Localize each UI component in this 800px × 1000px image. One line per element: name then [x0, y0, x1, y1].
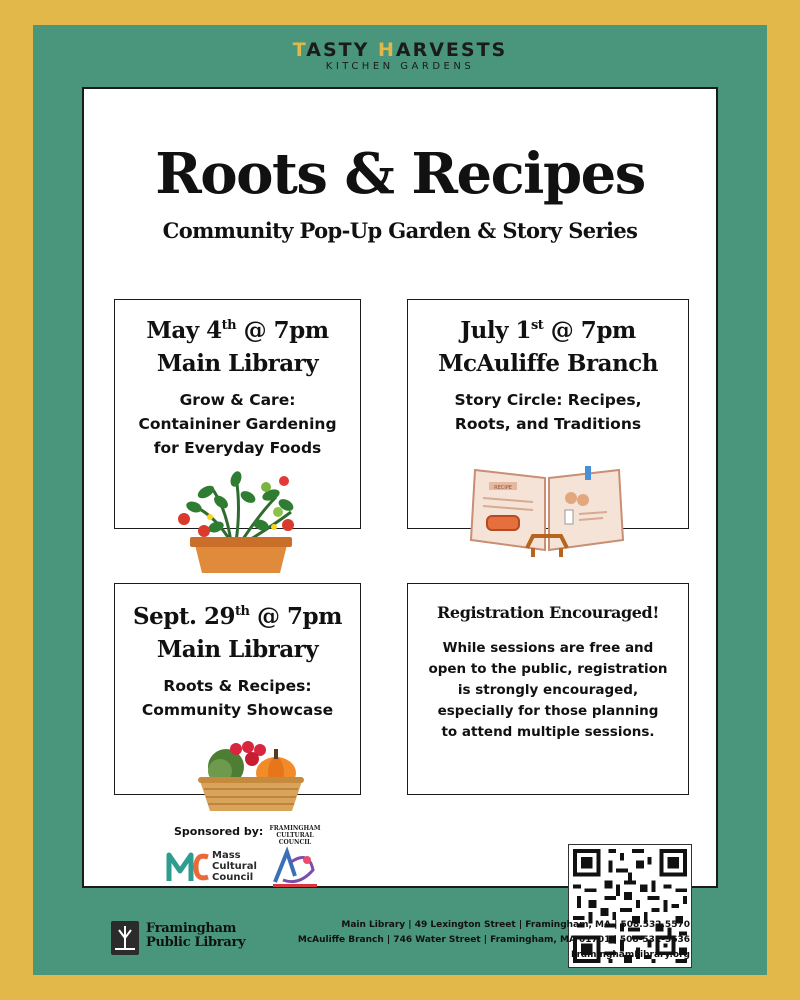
- framingham-cultural-council-logo: [269, 825, 321, 889]
- flyer-panel: [82, 87, 718, 888]
- library-name: Framingham Public Library: [146, 921, 246, 950]
- session-location: McAuliffe Branch: [438, 350, 658, 377]
- brand-name: TASTY HARVESTS: [292, 39, 508, 61]
- library-website-link[interactable]: FraminghamLibrary.org: [571, 950, 690, 960]
- session-location: Main Library: [156, 350, 319, 377]
- session-date: July 1st @ 7pm: [460, 317, 636, 344]
- sponsored-by-label: Sponsored by:: [174, 825, 264, 838]
- fcc-logo-icon: [269, 846, 321, 888]
- main-library-address: Main Library | 49 Lexington Street | Framingham, MA | 508.532.5570: [341, 920, 690, 930]
- flyer-title: Roots & Recipes: [155, 141, 645, 207]
- library-tree-icon: [110, 920, 140, 956]
- recipe-label: RECIPE: [494, 485, 512, 491]
- tomato-plant-icon: [176, 467, 306, 577]
- library-contact-info: [298, 918, 690, 963]
- brand-logo: [33, 39, 767, 73]
- registration-card: [407, 583, 689, 795]
- session-location: Main Library: [156, 636, 319, 663]
- mcc-text: Mass Cultural Council: [212, 850, 257, 883]
- session-date: Sept. 29th @ 7pm: [133, 603, 342, 630]
- session-description: Roots & Recipes: Community Showcase: [141, 677, 334, 719]
- fcc-text: FRAMINGHAM CULTURAL COUNCIL: [269, 825, 321, 846]
- mcc-logo-icon: [166, 849, 210, 885]
- session-description: Grow & Care: Containiner Gardening for Everyday Foods: [138, 391, 337, 457]
- vegetable-basket-icon: [196, 741, 306, 813]
- session-description: Story Circle: Recipes, Roots, and Traditions: [454, 391, 642, 433]
- recipe-book-icon: [467, 464, 627, 559]
- registration-text: While sessions are free and open to the public, registration is strongly encouraged, especially for those planning to attend multiple sessions.: [428, 640, 668, 740]
- mcauliffe-branch-address: McAuliffe Branch | 746 Water Street | Framingham, MA 01701 | 508-532-5636: [297, 935, 690, 945]
- mass-cultural-council-logo: [166, 849, 276, 889]
- registration-heading: Registration Encouraged!: [437, 603, 659, 622]
- brand-tagline: KITCHEN GARDENS: [325, 61, 475, 72]
- session-date: May 4th @ 7pm: [146, 317, 329, 344]
- framingham-public-library-logo: [110, 920, 250, 956]
- flyer-subtitle: Community Pop-Up Garden & Story Series: [162, 218, 638, 243]
